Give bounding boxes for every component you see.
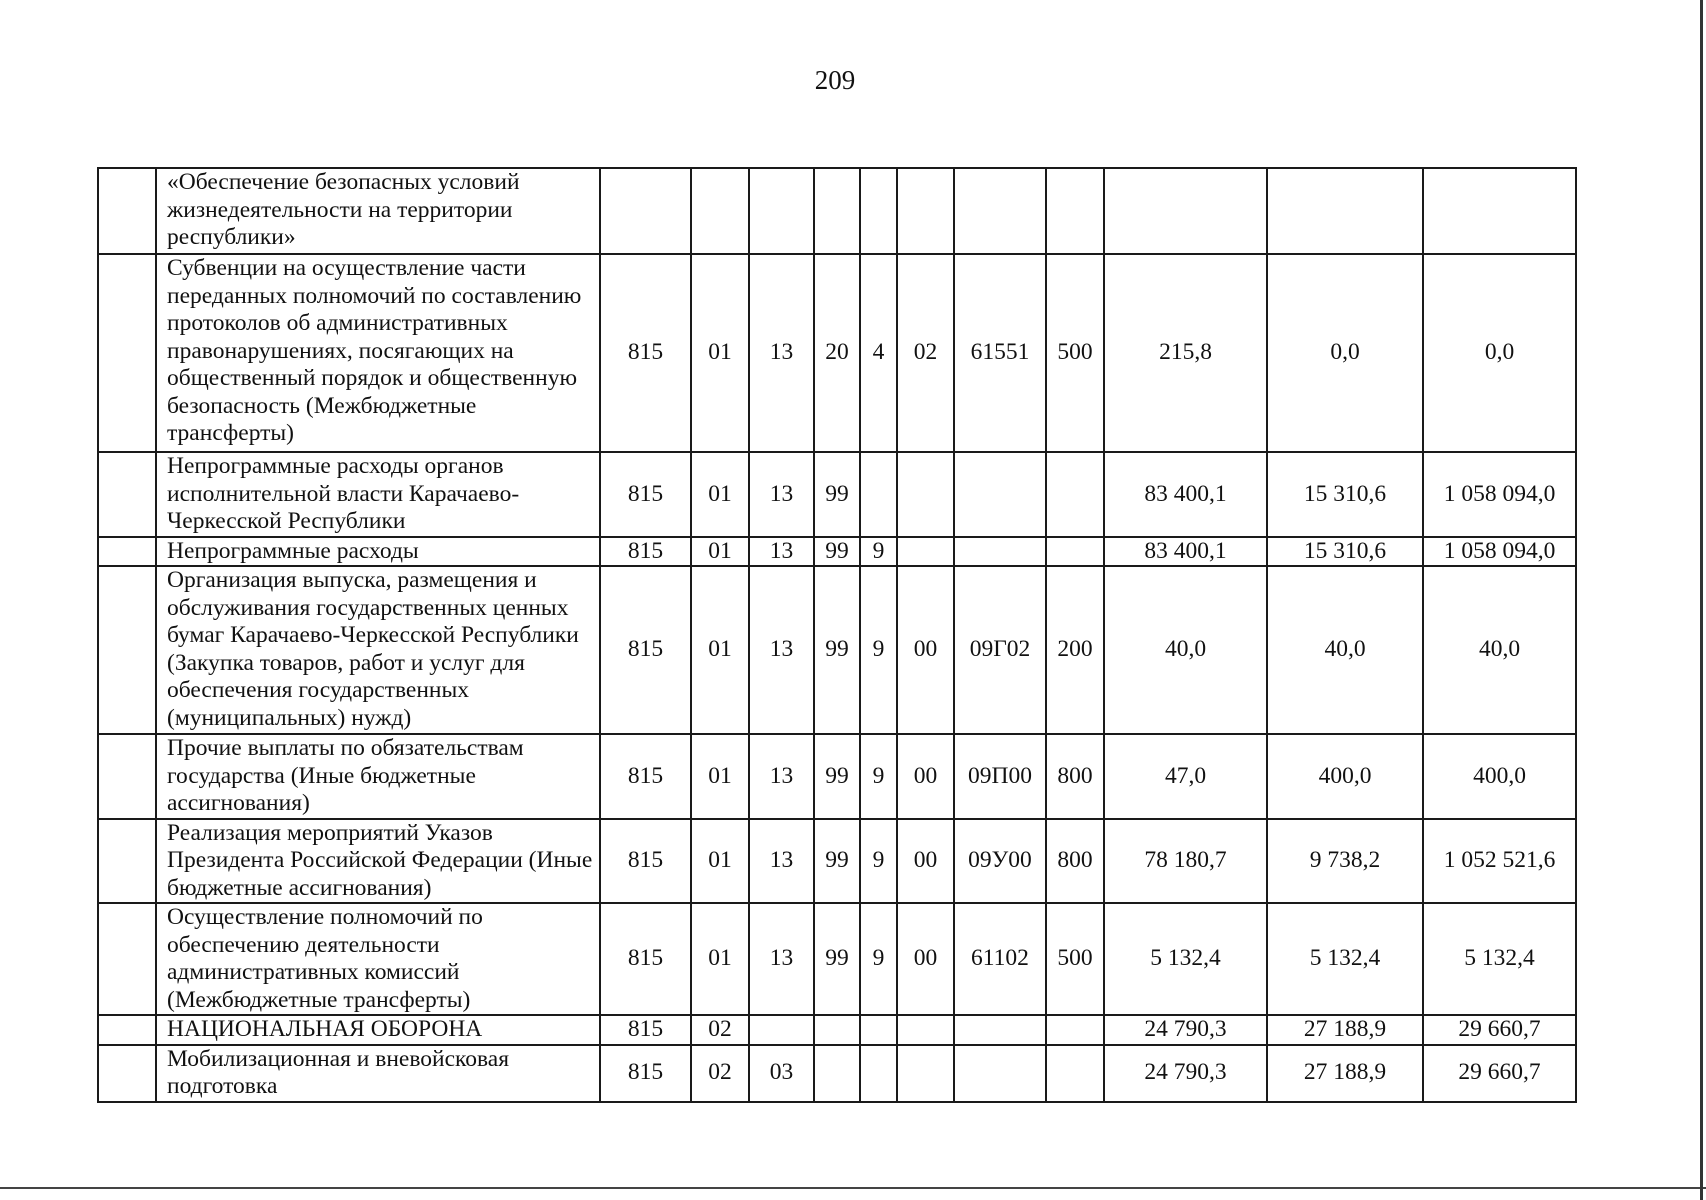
direction-code-cell: 61102: [954, 903, 1046, 1015]
subprogram-code-cell: 4: [860, 254, 897, 452]
section-code-cell: 01: [691, 819, 749, 904]
amount-year1-cell: 78 180,7: [1104, 819, 1267, 904]
subprogram-code-cell: [860, 168, 897, 254]
expense-type-cell: 800: [1046, 819, 1104, 904]
direction-code-cell: 61551: [954, 254, 1046, 452]
row-index-cell: [98, 168, 156, 254]
amount-year1-cell: 215,8: [1104, 254, 1267, 452]
section-code-cell: 01: [691, 537, 749, 567]
ministry-code-cell: 815: [600, 1015, 691, 1045]
program-code-cell: 99: [814, 903, 860, 1015]
program-code-cell: 99: [814, 734, 860, 819]
row-name-cell: Прочие выплаты по обязательствам государства (Иные бюджетные ассигнования): [156, 734, 600, 819]
main-activity-code-cell: [897, 168, 954, 254]
scan-edge-line: [1700, 0, 1703, 1200]
amount-year2-cell: 9 738,2: [1267, 819, 1423, 904]
table-row: [98, 168, 1576, 254]
direction-code-cell: [954, 1045, 1046, 1102]
subsection-code-cell: 13: [749, 903, 814, 1015]
amount-year1-cell: [1104, 168, 1267, 254]
direction-code-cell: 09У00: [954, 819, 1046, 904]
main-activity-code-cell: [897, 537, 954, 567]
subsection-code-cell: 13: [749, 734, 814, 819]
main-activity-code-cell: [897, 452, 954, 537]
subprogram-code-cell: 9: [860, 734, 897, 819]
amount-year2-cell: 15 310,6: [1267, 452, 1423, 537]
row-index-cell: [98, 452, 156, 537]
amount-year1-cell: 5 132,4: [1104, 903, 1267, 1015]
amount-year3-cell: 29 660,7: [1423, 1015, 1576, 1045]
ministry-code-cell: 815: [600, 537, 691, 567]
amount-year1-cell: 40,0: [1104, 566, 1267, 734]
direction-code-cell: [954, 1015, 1046, 1045]
program-code-cell: [814, 1015, 860, 1045]
row-index-cell: [98, 903, 156, 1015]
row-name-cell: «Обеспечение безопасных условий жизнедеятельности на территории республики»: [156, 168, 600, 254]
program-code-cell: 20: [814, 254, 860, 452]
section-code-cell: [691, 168, 749, 254]
ministry-code-cell: 815: [600, 566, 691, 734]
amount-year3-cell: 1 058 094,0: [1423, 452, 1576, 537]
amount-year3-cell: 400,0: [1423, 734, 1576, 819]
direction-code-cell: 09П00: [954, 734, 1046, 819]
scan-edge-line: [0, 1187, 1706, 1189]
row-name-cell: НАЦИОНАЛЬНАЯ ОБОРОНА: [156, 1015, 600, 1045]
row-index-cell: [98, 1015, 156, 1045]
program-code-cell: [814, 168, 860, 254]
ministry-code-cell: 815: [600, 903, 691, 1015]
table-row: [98, 1015, 1576, 1045]
amount-year1-cell: 24 790,3: [1104, 1045, 1267, 1102]
subsection-code-cell: 13: [749, 819, 814, 904]
budget-table: [97, 167, 1577, 1103]
amount-year2-cell: 15 310,6: [1267, 537, 1423, 567]
amount-year2-cell: 400,0: [1267, 734, 1423, 819]
expense-type-cell: [1046, 168, 1104, 254]
amount-year3-cell: 0,0: [1423, 254, 1576, 452]
program-code-cell: 99: [814, 566, 860, 734]
page-number: 209: [814, 65, 856, 95]
amount-year1-cell: 83 400,1: [1104, 537, 1267, 567]
amount-year1-cell: 47,0: [1104, 734, 1267, 819]
row-name-cell: Непрограммные расходы: [156, 537, 600, 567]
ministry-code-cell: 815: [600, 452, 691, 537]
row-index-cell: [98, 566, 156, 734]
amount-year2-cell: 5 132,4: [1267, 903, 1423, 1015]
program-code-cell: 99: [814, 819, 860, 904]
row-index-cell: [98, 254, 156, 452]
direction-code-cell: [954, 452, 1046, 537]
subsection-code-cell: 13: [749, 537, 814, 567]
expense-type-cell: [1046, 1015, 1104, 1045]
ministry-code-cell: [600, 168, 691, 254]
subsection-code-cell: 13: [749, 566, 814, 734]
amount-year2-cell: 0,0: [1267, 254, 1423, 452]
ministry-code-cell: 815: [600, 734, 691, 819]
row-name-cell: Мобилизационная и вневойсковая подготовка: [156, 1045, 600, 1102]
subprogram-code-cell: 9: [860, 903, 897, 1015]
expense-type-cell: 800: [1046, 734, 1104, 819]
amount-year3-cell: 1 058 094,0: [1423, 537, 1576, 567]
section-code-cell: 01: [691, 452, 749, 537]
row-index-cell: [98, 819, 156, 904]
subprogram-code-cell: [860, 1045, 897, 1102]
subprogram-code-cell: [860, 1015, 897, 1045]
direction-code-cell: [954, 537, 1046, 567]
row-index-cell: [98, 1045, 156, 1102]
section-code-cell: 02: [691, 1015, 749, 1045]
expense-type-cell: 500: [1046, 903, 1104, 1015]
main-activity-code-cell: 00: [897, 566, 954, 734]
amount-year2-cell: 27 188,9: [1267, 1015, 1423, 1045]
direction-code-cell: [954, 168, 1046, 254]
main-activity-code-cell: 00: [897, 819, 954, 904]
row-name-cell: Непрограммные расходы органов исполнительной власти Карачаево-Черкесской Республики: [156, 452, 600, 537]
expense-type-cell: 500: [1046, 254, 1104, 452]
expense-type-cell: [1046, 1045, 1104, 1102]
subsection-code-cell: 13: [749, 254, 814, 452]
main-activity-code-cell: [897, 1015, 954, 1045]
program-code-cell: 99: [814, 452, 860, 537]
table-row: [98, 537, 1576, 567]
amount-year2-cell: 40,0: [1267, 566, 1423, 734]
main-activity-code-cell: 00: [897, 903, 954, 1015]
subprogram-code-cell: 9: [860, 819, 897, 904]
expense-type-cell: [1046, 537, 1104, 567]
subsection-code-cell: [749, 1015, 814, 1045]
amount-year3-cell: 40,0: [1423, 566, 1576, 734]
subprogram-code-cell: [860, 452, 897, 537]
table-row: [98, 452, 1576, 537]
amount-year2-cell: [1267, 168, 1423, 254]
direction-code-cell: 09Г02: [954, 566, 1046, 734]
row-name-cell: Осуществление полномочий по обеспечению деятельности административных комиссий (Межбюджетные трансферты): [156, 903, 600, 1015]
subsection-code-cell: 03: [749, 1045, 814, 1102]
row-name-cell: Субвенции на осуществление части переданных полномочий по составлению протоколов об административных правонарушениях, посягающих на общественный порядок и общественную безопасность (Межбюджетные трансферты): [156, 254, 600, 452]
subprogram-code-cell: 9: [860, 537, 897, 567]
section-code-cell: 01: [691, 734, 749, 819]
row-index-cell: [98, 734, 156, 819]
section-code-cell: 02: [691, 1045, 749, 1102]
program-code-cell: 99: [814, 537, 860, 567]
table-row: [98, 566, 1576, 734]
main-activity-code-cell: 00: [897, 734, 954, 819]
table-row: [98, 903, 1576, 1015]
row-name-cell: Реализация мероприятий Указов Президента Российской Федерации (Иные бюджетные ассигнования): [156, 819, 600, 904]
ministry-code-cell: 815: [600, 819, 691, 904]
expense-type-cell: [1046, 452, 1104, 537]
amount-year3-cell: 5 132,4: [1423, 903, 1576, 1015]
main-activity-code-cell: 02: [897, 254, 954, 452]
row-index-cell: [98, 537, 156, 567]
main-activity-code-cell: [897, 1045, 954, 1102]
table-row: [98, 819, 1576, 904]
amount-year3-cell: 1 052 521,6: [1423, 819, 1576, 904]
ministry-code-cell: 815: [600, 1045, 691, 1102]
amount-year1-cell: 24 790,3: [1104, 1015, 1267, 1045]
table-row: [98, 1045, 1576, 1102]
section-code-cell: 01: [691, 903, 749, 1015]
table-row: [98, 734, 1576, 819]
ministry-code-cell: 815: [600, 254, 691, 452]
subsection-code-cell: 13: [749, 452, 814, 537]
section-code-cell: 01: [691, 254, 749, 452]
amount-year3-cell: 29 660,7: [1423, 1045, 1576, 1102]
section-code-cell: 01: [691, 566, 749, 734]
row-name-cell: Организация выпуска, размещения и обслуживания государственных ценных бумаг Карачаево-Черкесской Республики (Закупка товаров, работ и услуг для обеспечения государственных (муниципальных) нужд): [156, 566, 600, 734]
table-row: [98, 254, 1576, 452]
amount-year1-cell: 83 400,1: [1104, 452, 1267, 537]
subsection-code-cell: [749, 168, 814, 254]
amount-year3-cell: [1423, 168, 1576, 254]
expense-type-cell: 200: [1046, 566, 1104, 734]
program-code-cell: [814, 1045, 860, 1102]
amount-year2-cell: 27 188,9: [1267, 1045, 1423, 1102]
subprogram-code-cell: 9: [860, 566, 897, 734]
